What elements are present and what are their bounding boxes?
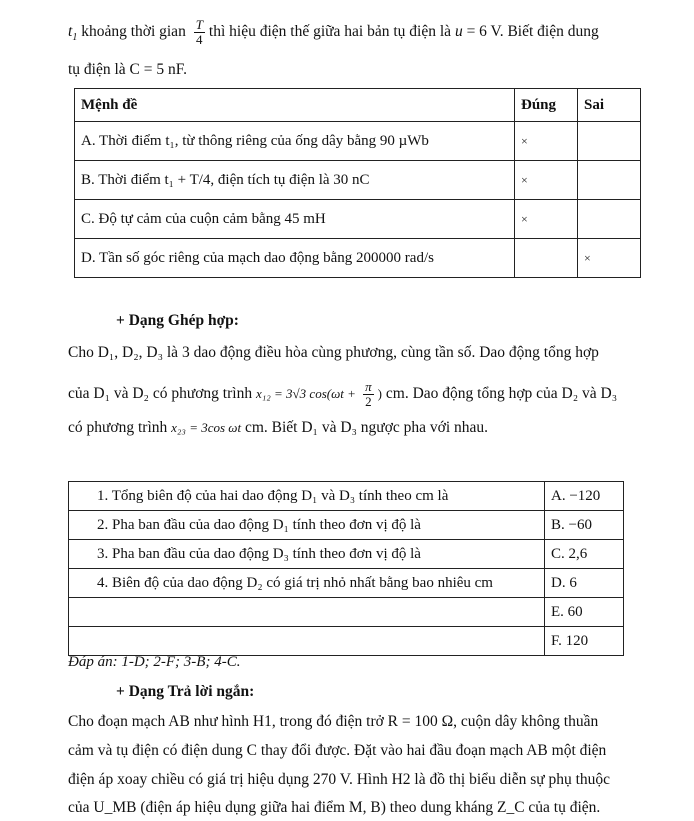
answer-option: B. −60 (545, 511, 624, 540)
true-mark: × (515, 200, 578, 239)
section2-paragraph-line-3: có phương trình x₂₃ = 3cos ωt cm. Biết D₁ và D₃ ngược pha với nhau. (68, 419, 489, 436)
section2-paragraph-line-1: Cho D₁, D₂, D₃ là 3 dao động điều hòa cùng phương, cùng tần số. Dao động tổng hợp (68, 344, 599, 361)
question-cell: 4. Biên độ của dao động D₂ có giá trị nhỏ nhất bằng bao nhiêu cm (69, 569, 545, 598)
t1-symbol: $t_1$ (68, 23, 78, 44)
false-mark: × (578, 239, 641, 278)
section3-line-1: Cho đoạn mạch AB như hình H1, trong đó điện trở R = 100 Ω, cuộn dây không thuần (68, 713, 599, 730)
answer-option: E. 60 (545, 598, 624, 627)
question-cell: 2. Pha ban đầu của dao động D₁ tính theo đơn vị độ là (69, 511, 545, 540)
section-heading-matching: + Dạng Ghép hợp: (116, 312, 239, 329)
answer-option: A. −120 (545, 482, 624, 511)
question-cell: 1. Tổng biên độ của hai dao động D₁ và D₃ tính theo cm là (69, 482, 545, 511)
header-true: Đúng (515, 89, 578, 122)
intro-line-1: $t_1$ khoảng thời gian $\frac{T}{4}$ thì hiệu điện thế giữa hai bản tụ điện là u = 6 V. Biết điện dung (68, 17, 599, 47)
matching-table (68, 481, 624, 656)
false-mark (578, 122, 641, 161)
answer-option: C. 2,6 (545, 540, 624, 569)
fraction-t-over-4: $\frac{T}{4}$ (195, 17, 203, 47)
answer-option: F. 120 (545, 627, 624, 656)
question-cell (69, 598, 545, 627)
intro-text-1: khoảng thời gian (77, 23, 186, 41)
statement-table (74, 88, 641, 278)
question-cell (69, 627, 545, 656)
table-row (69, 482, 624, 511)
table-row (75, 239, 641, 278)
true-mark (515, 239, 578, 278)
header-false: Sai (578, 89, 641, 122)
header-statement: Mệnh đề (75, 89, 515, 122)
table-row (69, 627, 624, 656)
table-row (69, 569, 624, 598)
answer-option: D. 6 (545, 569, 624, 598)
intro-line-2: tụ điện là C = 5 nF. (68, 61, 188, 78)
question-cell: 3. Pha ban đầu của dao động D₃ tính theo đơn vị độ là (69, 540, 545, 569)
section3-line-3: điện áp xoay chiều có giá trị hiệu dụng 270 V. Hình H2 là đồ thị biểu diễn sự phụ thuộc (68, 771, 611, 788)
table-row (69, 540, 624, 569)
statement-text: B. Thời điểm t₁ + T/4, điện tích tụ điện là 30 nC (75, 161, 515, 200)
formula-x23: x₂₃ = 3cos ωt (171, 420, 242, 435)
table-row (69, 598, 624, 627)
table-row (75, 161, 641, 200)
intro-text-3: = 6 V. Biết điện dung (462, 23, 599, 41)
true-mark: × (515, 161, 578, 200)
section-heading-short-answer: + Dạng Trả lời ngắn: (116, 683, 255, 700)
formula-x12: x₁₂ = 3√3 cos(ωt + (255, 386, 360, 402)
statement-table-header (75, 89, 641, 122)
section3-line-2: cảm và tụ điện có điện dung C thay đổi được. Đặt vào hai đầu đoạn mạch AB một điện (68, 742, 607, 759)
false-mark (578, 161, 641, 200)
table-row (69, 511, 624, 540)
answer-key: Đáp án: 1-D; 2-F; 3-B; 4-C. (68, 654, 241, 670)
statement-text: C. Độ tự cảm của cuộn cảm bằng 45 mH (75, 200, 515, 239)
section2-paragraph-line-2: của D₁ và D₂ có phương trình x₁₂ = 3√3 cos(ωt + $\frac{\pi}{2}$ ) cm. Dao động tổng hợp của D₂ và D₃ (68, 379, 618, 409)
statement-text: D. Tần số góc riêng của mạch dao động bằng 200000 rad/s (75, 239, 515, 278)
table-row (75, 200, 641, 239)
fraction-pi-over-2: $\frac{\pi}{2}$ (365, 379, 372, 409)
intro-text-2: thì hiệu điện thế giữa hai bản tụ điện là (208, 23, 455, 41)
section3-line-4: của U_MB (điện áp hiệu dụng giữa hai điểm M, B) theo dung kháng Z_C của tụ điện. (68, 799, 601, 816)
false-mark (578, 200, 641, 239)
true-mark: × (515, 122, 578, 161)
statement-text: A. Thời điểm t₁, từ thông riêng của ống dây bằng 90 µWb (75, 122, 515, 161)
table-row (75, 122, 641, 161)
